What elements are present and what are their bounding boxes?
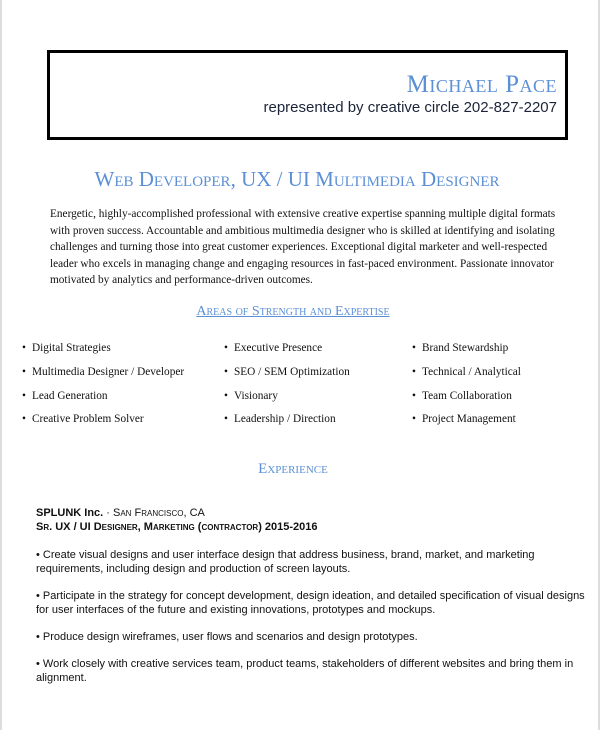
header-box <box>47 50 568 140</box>
skill-item: • Technical / Analytical <box>412 366 521 378</box>
skill-item: • Multimedia Designer / Developer <box>22 366 184 378</box>
skill-item: • Executive Presence <box>224 342 322 354</box>
role-line: Sr. UX / UI Designer, Marketing (contractor) 2015-2016 <box>36 521 318 533</box>
job-bullet: • Work closely with creative services team, product teams, stakeholders of different websites and bring them in alignment. <box>36 658 574 684</box>
contact-line: represented by creative circle 202-827-2207 <box>263 99 557 116</box>
candidate-name: Michael Pace <box>406 71 557 98</box>
skill-item: • Digital Strategies <box>22 342 111 354</box>
skill-item: • Visionary <box>224 390 278 402</box>
experience-heading: Experience <box>258 461 328 477</box>
skill-item: • Creative Problem Solver <box>22 413 144 425</box>
job-bullet: • Create visual designs and user interface design that address business, brand, market, and marketing requirements, including design and production of screen layouts. <box>36 549 535 575</box>
areas-heading: Areas of Strength and Expertise <box>196 304 390 319</box>
skill-item: • SEO / SEM Optimization <box>224 366 350 378</box>
skill-item: • Leadership / Direction <box>224 413 336 425</box>
company-name: SPLUNK Inc. <box>36 507 104 519</box>
summary: Energetic, highly-accomplished professional with extensive creative expertise spanning multiple digital formats with proven success. Accountable and ambitious multimedia designer who is skilled at identifying and isolating challenges and turning those into great customer experiences. Exceptional digital marketer and well-respected leader who excels in managing change and engaging resources in fast-paced environment. Passionate innovator motivated by analytics and performance-driven outcomes. <box>50 208 556 287</box>
skill-item: • Lead Generation <box>22 390 108 402</box>
skill-item: • Brand Stewardship <box>412 342 508 354</box>
job-bullet: • Produce design wireframes, user flows and scenarios and design prototypes. <box>36 631 418 643</box>
company-location: · San Francisco, CA <box>103 507 205 519</box>
skill-item: • Project Management <box>412 413 516 425</box>
job-bullet: • Participate in the strategy for concept development, design ideation, and detailed specification of visual designs for user interfaces of the future and existing innovations, prototypes and mockups. <box>36 590 585 616</box>
company-line <box>36 507 205 519</box>
skill-item: • Team Collaboration <box>412 390 512 402</box>
job-title: Web Developer, UX / UI Multimedia Designer <box>94 167 500 191</box>
